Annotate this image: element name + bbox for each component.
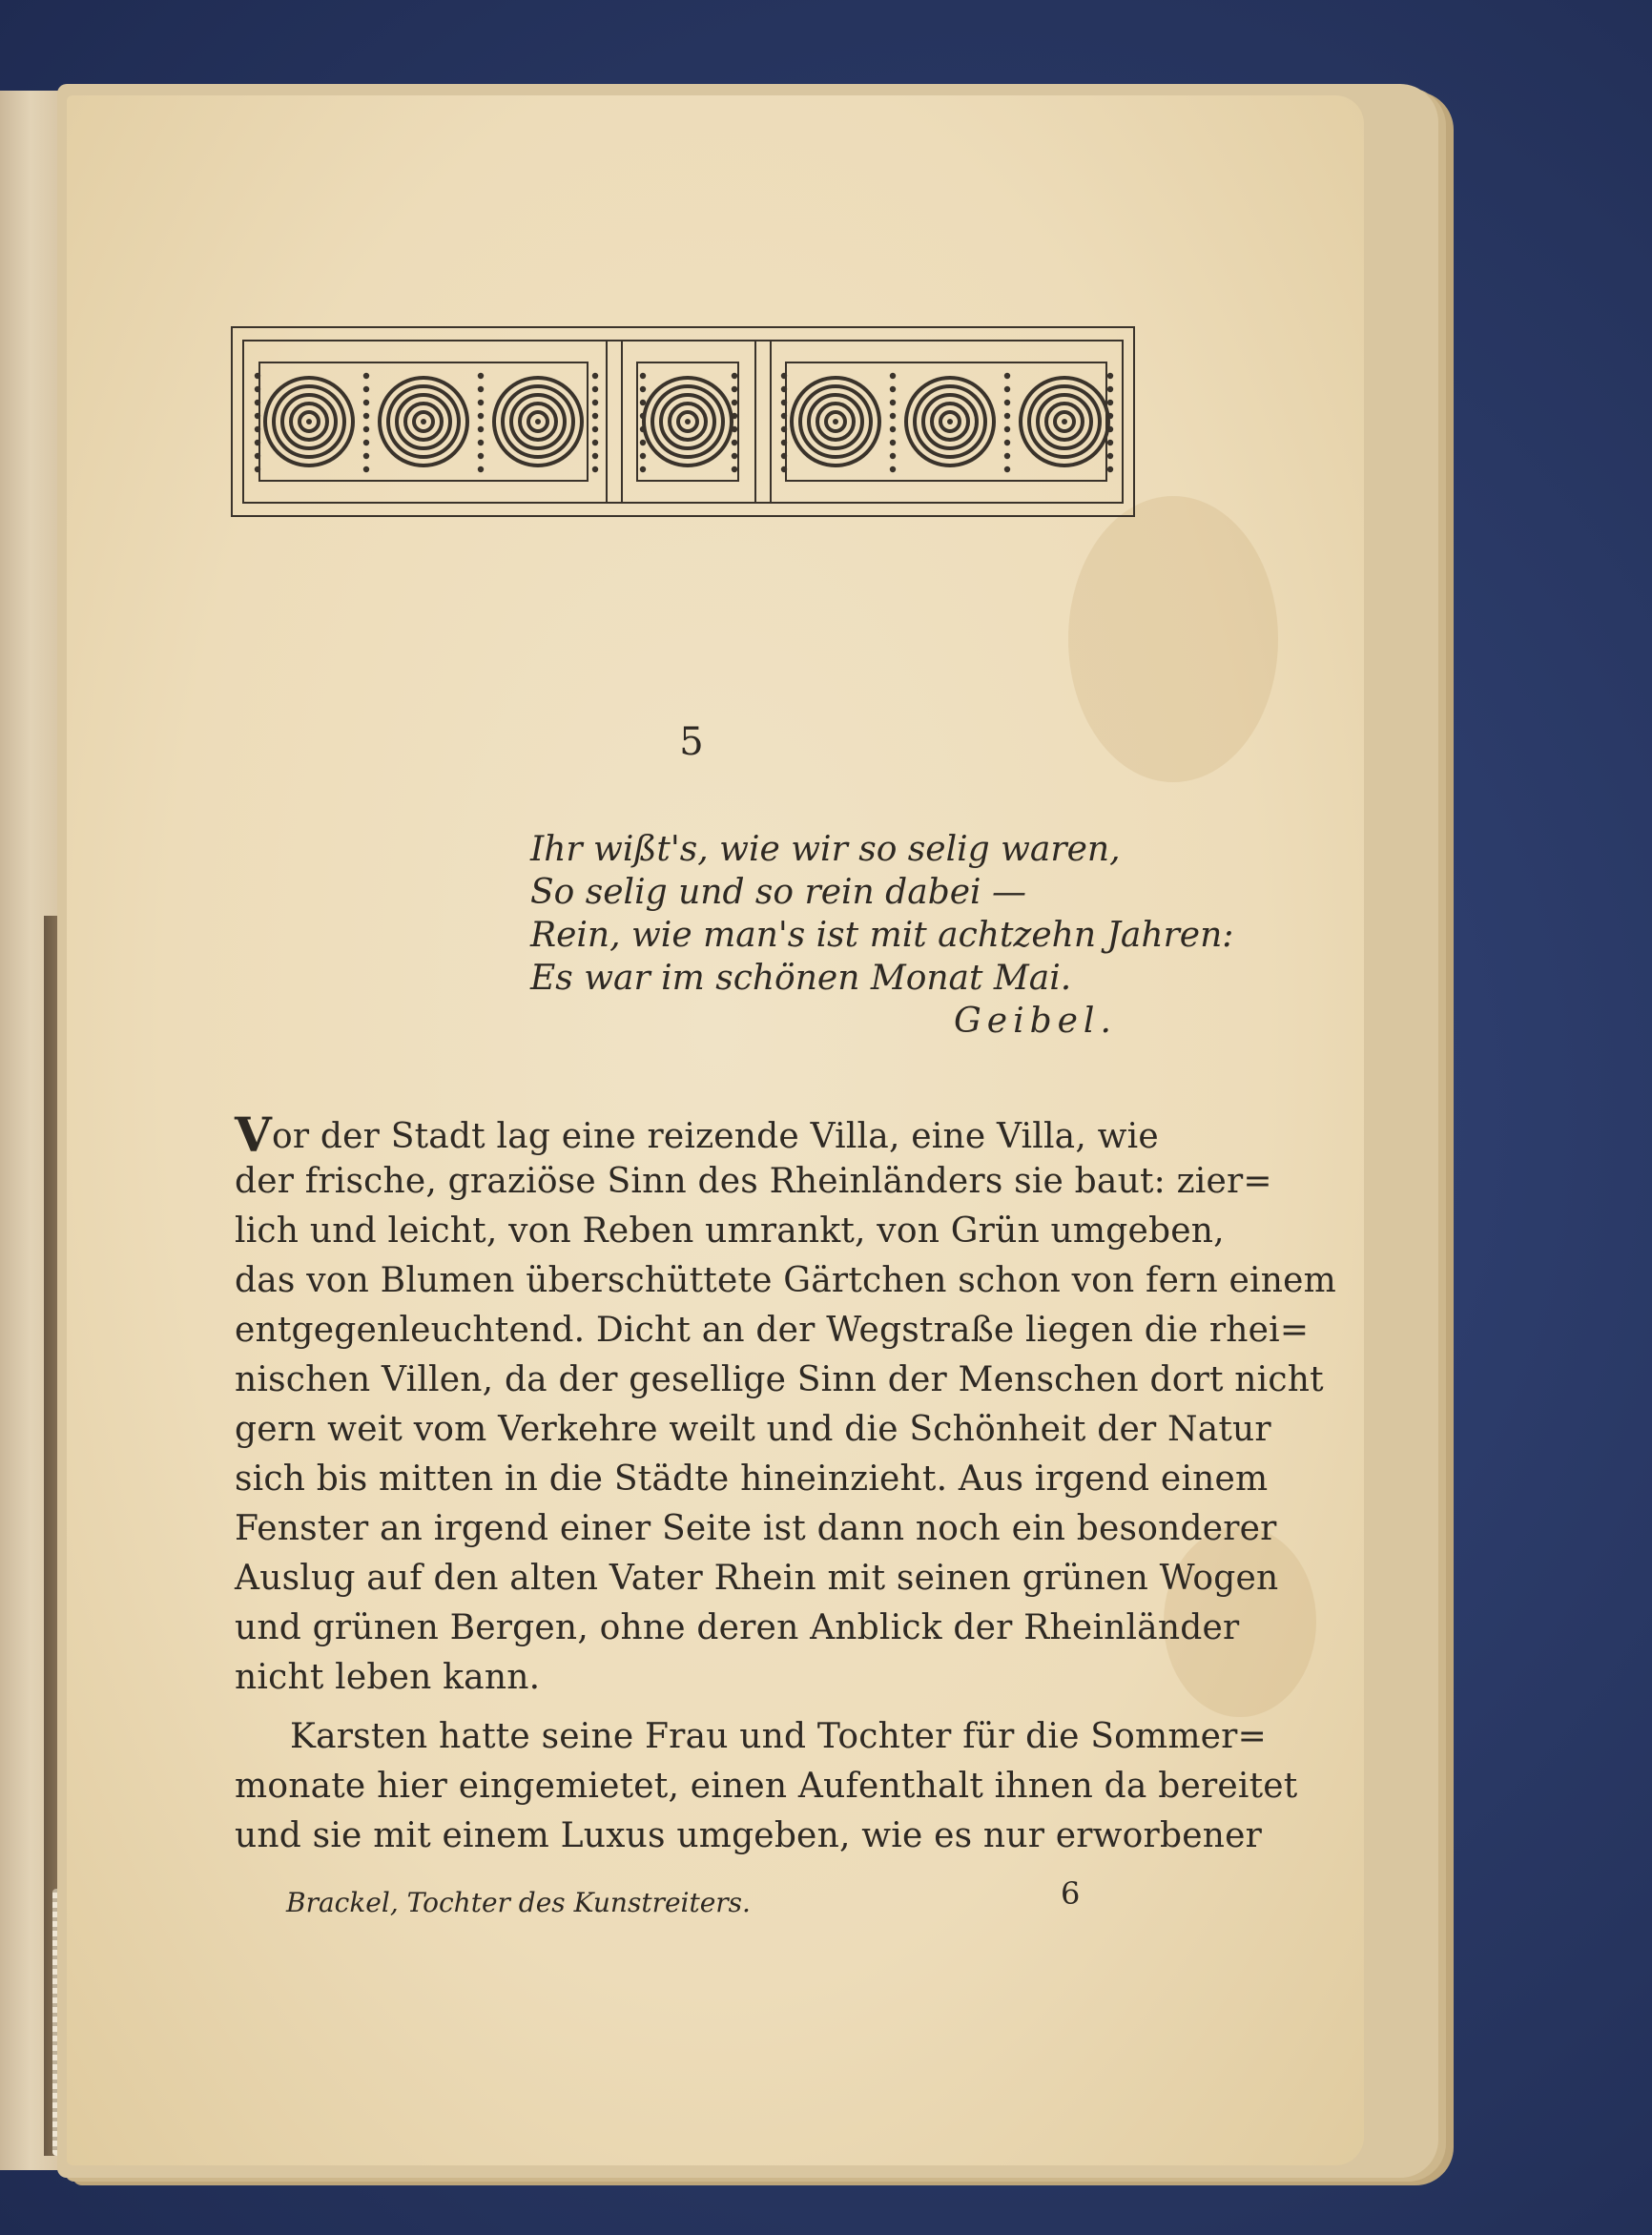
body-line: und grünen Bergen, ohne deren Anblick der Rheinländer [235,1608,1240,1647]
chapter-ornament [231,326,1135,517]
body-line: Auslug auf den alten Vater Rhein mit seinen grünen Wogen [235,1559,1279,1598]
body-line-text: or der Stadt lag eine reizende Villa, eine Villa, wie [272,1117,1159,1156]
body-line: lich und leicht, von Reben umrankt, von Grün umgeben, [235,1211,1225,1251]
footer-signature: Brackel, Tochter des Kunstreiters. [286,1887,751,1918]
ornament-circles [233,328,1133,515]
body-line: Fenster an irgend einer Seite ist dann noch ein besonderer [235,1509,1277,1548]
body-line: gern weit vom Verkehre weilt und die Schönheit der Natur [235,1410,1271,1449]
drop-cap: V [235,1107,272,1163]
body-line: monate hier eingemietet, einen Aufenthalt ihnen da bereitet [235,1767,1298,1806]
sheet-number: 6 [1061,1875,1081,1912]
body-line: und sie mit einem Luxus umgeben, wie es nur erworbener [235,1816,1263,1855]
body-line: nicht leben kann. [235,1658,541,1697]
body-line [235,1107,1159,1163]
body-line: nischen Villen, da der gesellige Sinn der Menschen dort nicht [235,1360,1324,1399]
poem-line: So selig und so rein dabei — [530,873,1026,912]
chapter-number: 5 [679,720,704,764]
body-line: Karsten hatte seine Frau und Tochter für die Sommer= [290,1717,1267,1756]
poem-line: Ihr wißt's, wie wir so selig waren, [530,830,1121,869]
body-line: entgegenleuchtend. Dicht an der Wegstraße liegen die rhei= [235,1311,1310,1350]
body-line: der frische, graziöse Sinn des Rheinländers sie baut: zier= [235,1162,1272,1201]
poem-line: Rein, wie man's ist mit achtzehn Jahren: [530,916,1234,955]
body-line: das von Blumen überschüttete Gärtchen schon von fern einem [235,1261,1336,1300]
poem-author: Geibel. [954,1002,1117,1041]
body-line: sich bis mitten in die Städte hineinzieht. Aus irgend einem [235,1459,1269,1499]
poem-line: Es war im schönen Monat Mai. [530,959,1072,998]
